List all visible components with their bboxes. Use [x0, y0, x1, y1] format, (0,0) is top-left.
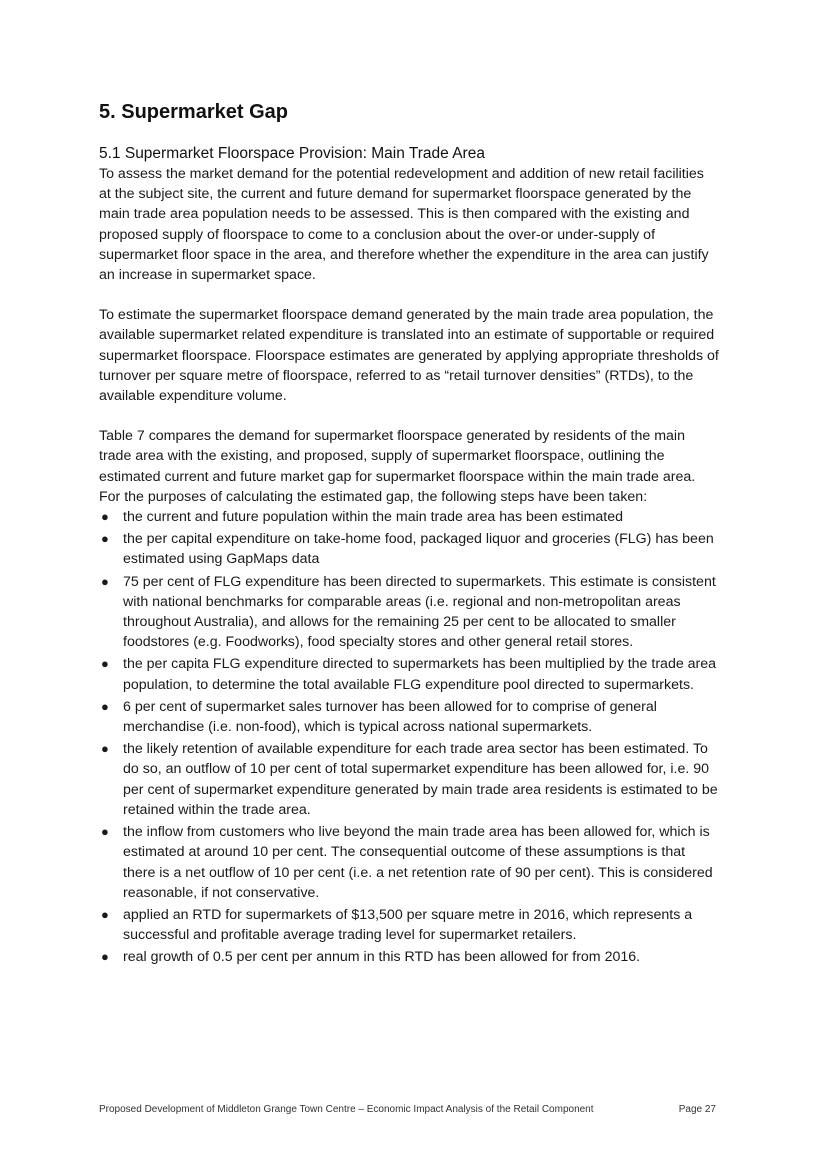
list-item — [99, 507, 719, 527]
bullet-icon: ● — [101, 906, 109, 922]
bullet-icon: ● — [101, 573, 109, 589]
paragraph: To estimate the supermarket floorspace demand generated by the main trade area population, the available supermarket related expenditure is translated into an estimate of supportable or required supermarket floorspace. Floorspace estimates are generated by applying appropriate thresholds of turnover per square metre of floorspace, referred to as “retail turnover densities” (RTDs), to the available expenditure volume. — [99, 307, 719, 405]
bullet-icon: ● — [101, 509, 109, 525]
footer-title: Proposed Development of Middleton Grange Town Centre – Economic Impact Analysis of the Retail Component — [99, 1104, 594, 1115]
section-heading: 5. Supermarket Gap — [99, 101, 288, 123]
list-item-text: the per capital expenditure on take-home food, packaged liquor and groceries (FLG) has been estimated using GapMaps data — [123, 531, 714, 568]
paragraph: To assess the market demand for the potential redevelopment and addition of new retail facilities at the subject site, the current and future demand for supermarket floorspace generated by the main trade area population needs to be assessed. This is then compared with the existing and proposed supply of floorspace to come to a conclusion about the over-or under-supply of supermarket floor space in the area, and therefore whether the expenditure in the area can justify an increase in supermarket space. — [99, 166, 709, 284]
steps-bullet-list — [99, 507, 719, 967]
list-item — [99, 822, 719, 903]
bullet-icon: ● — [101, 824, 109, 840]
bullet-icon: ● — [101, 741, 109, 757]
list-item — [99, 697, 719, 737]
list-item — [99, 905, 719, 945]
list-item — [99, 654, 719, 694]
list-item-text: the per capita FLG expenditure directed to supermarkets has been multiplied by the trade area population, to determine the total available FLG expenditure pool directed to supermarkets. — [123, 656, 717, 693]
page-footer — [99, 1103, 716, 1117]
subsection-heading: 5.1 Supermarket Floorspace Provision: Main Trade Area — [99, 145, 485, 162]
list-item-text: real growth of 0.5 per cent per annum in this RTD has been allowed for from 2016. — [123, 949, 641, 966]
list-item — [99, 947, 719, 967]
bullet-icon: ● — [101, 531, 109, 547]
bullet-icon: ● — [101, 698, 109, 714]
list-item-text: the inflow from customers who live beyond the main trade area has been allowed for, which is estimated at around 10 per cent. The consequential outcome of these assumptions is that there is a net outflow of 10 per cent (i.e. a net retention rate of 90 per cent). This is considered reasonable, if not conservative. — [123, 824, 713, 901]
list-item-text: 75 per cent of FLG expenditure has been directed to supermarkets. This estimate is consistent with national benchmarks for comparable areas (i.e. regional and non-metropolitan areas throughout Australia), and allows for the remaining 25 per cent to be allocated to smaller foodstores (e.g. Foodworks), food specialty stores and other general retail stores. — [123, 573, 716, 651]
list-item-text: 6 per cent of supermarket sales turnover has been allowed for to comprise of general merchandise (i.e. non-food), which is typical across national supermarkets. — [123, 698, 657, 736]
bullet-icon: ● — [101, 949, 109, 965]
page-number: Page 27 — [678, 1104, 716, 1115]
list-item — [99, 739, 719, 820]
bullet-icon: ● — [101, 656, 109, 672]
list-item — [99, 572, 719, 653]
list-item-text: applied an RTD for supermarkets of $13,500 per square metre in 2016, which represents a successful and profitable average trading level for supermarket retailers. — [123, 906, 693, 944]
page-content — [99, 100, 719, 970]
list-item-text: the likely retention of available expenditure for each trade area sector has been estimated. To do so, an outflow of 10 per cent of total supermarket expenditure has been allowed for, i.e. 90 per cent of supermarket expenditure generated by main trade area residents is estimated to be retained within the trade area. — [123, 741, 718, 818]
list-item-text: the current and future population within the main trade area has been estimated — [123, 509, 624, 526]
paragraph: Table 7 compares the demand for supermarket floorspace generated by residents of the main trade area with the existing, and proposed, supply of supermarket floorspace, outlining the estimated current and future market gap for supermarket floorspace within the main trade area. For the purposes of calculating the estimated gap, the following steps have been taken: — [99, 428, 696, 505]
list-item — [99, 529, 719, 569]
